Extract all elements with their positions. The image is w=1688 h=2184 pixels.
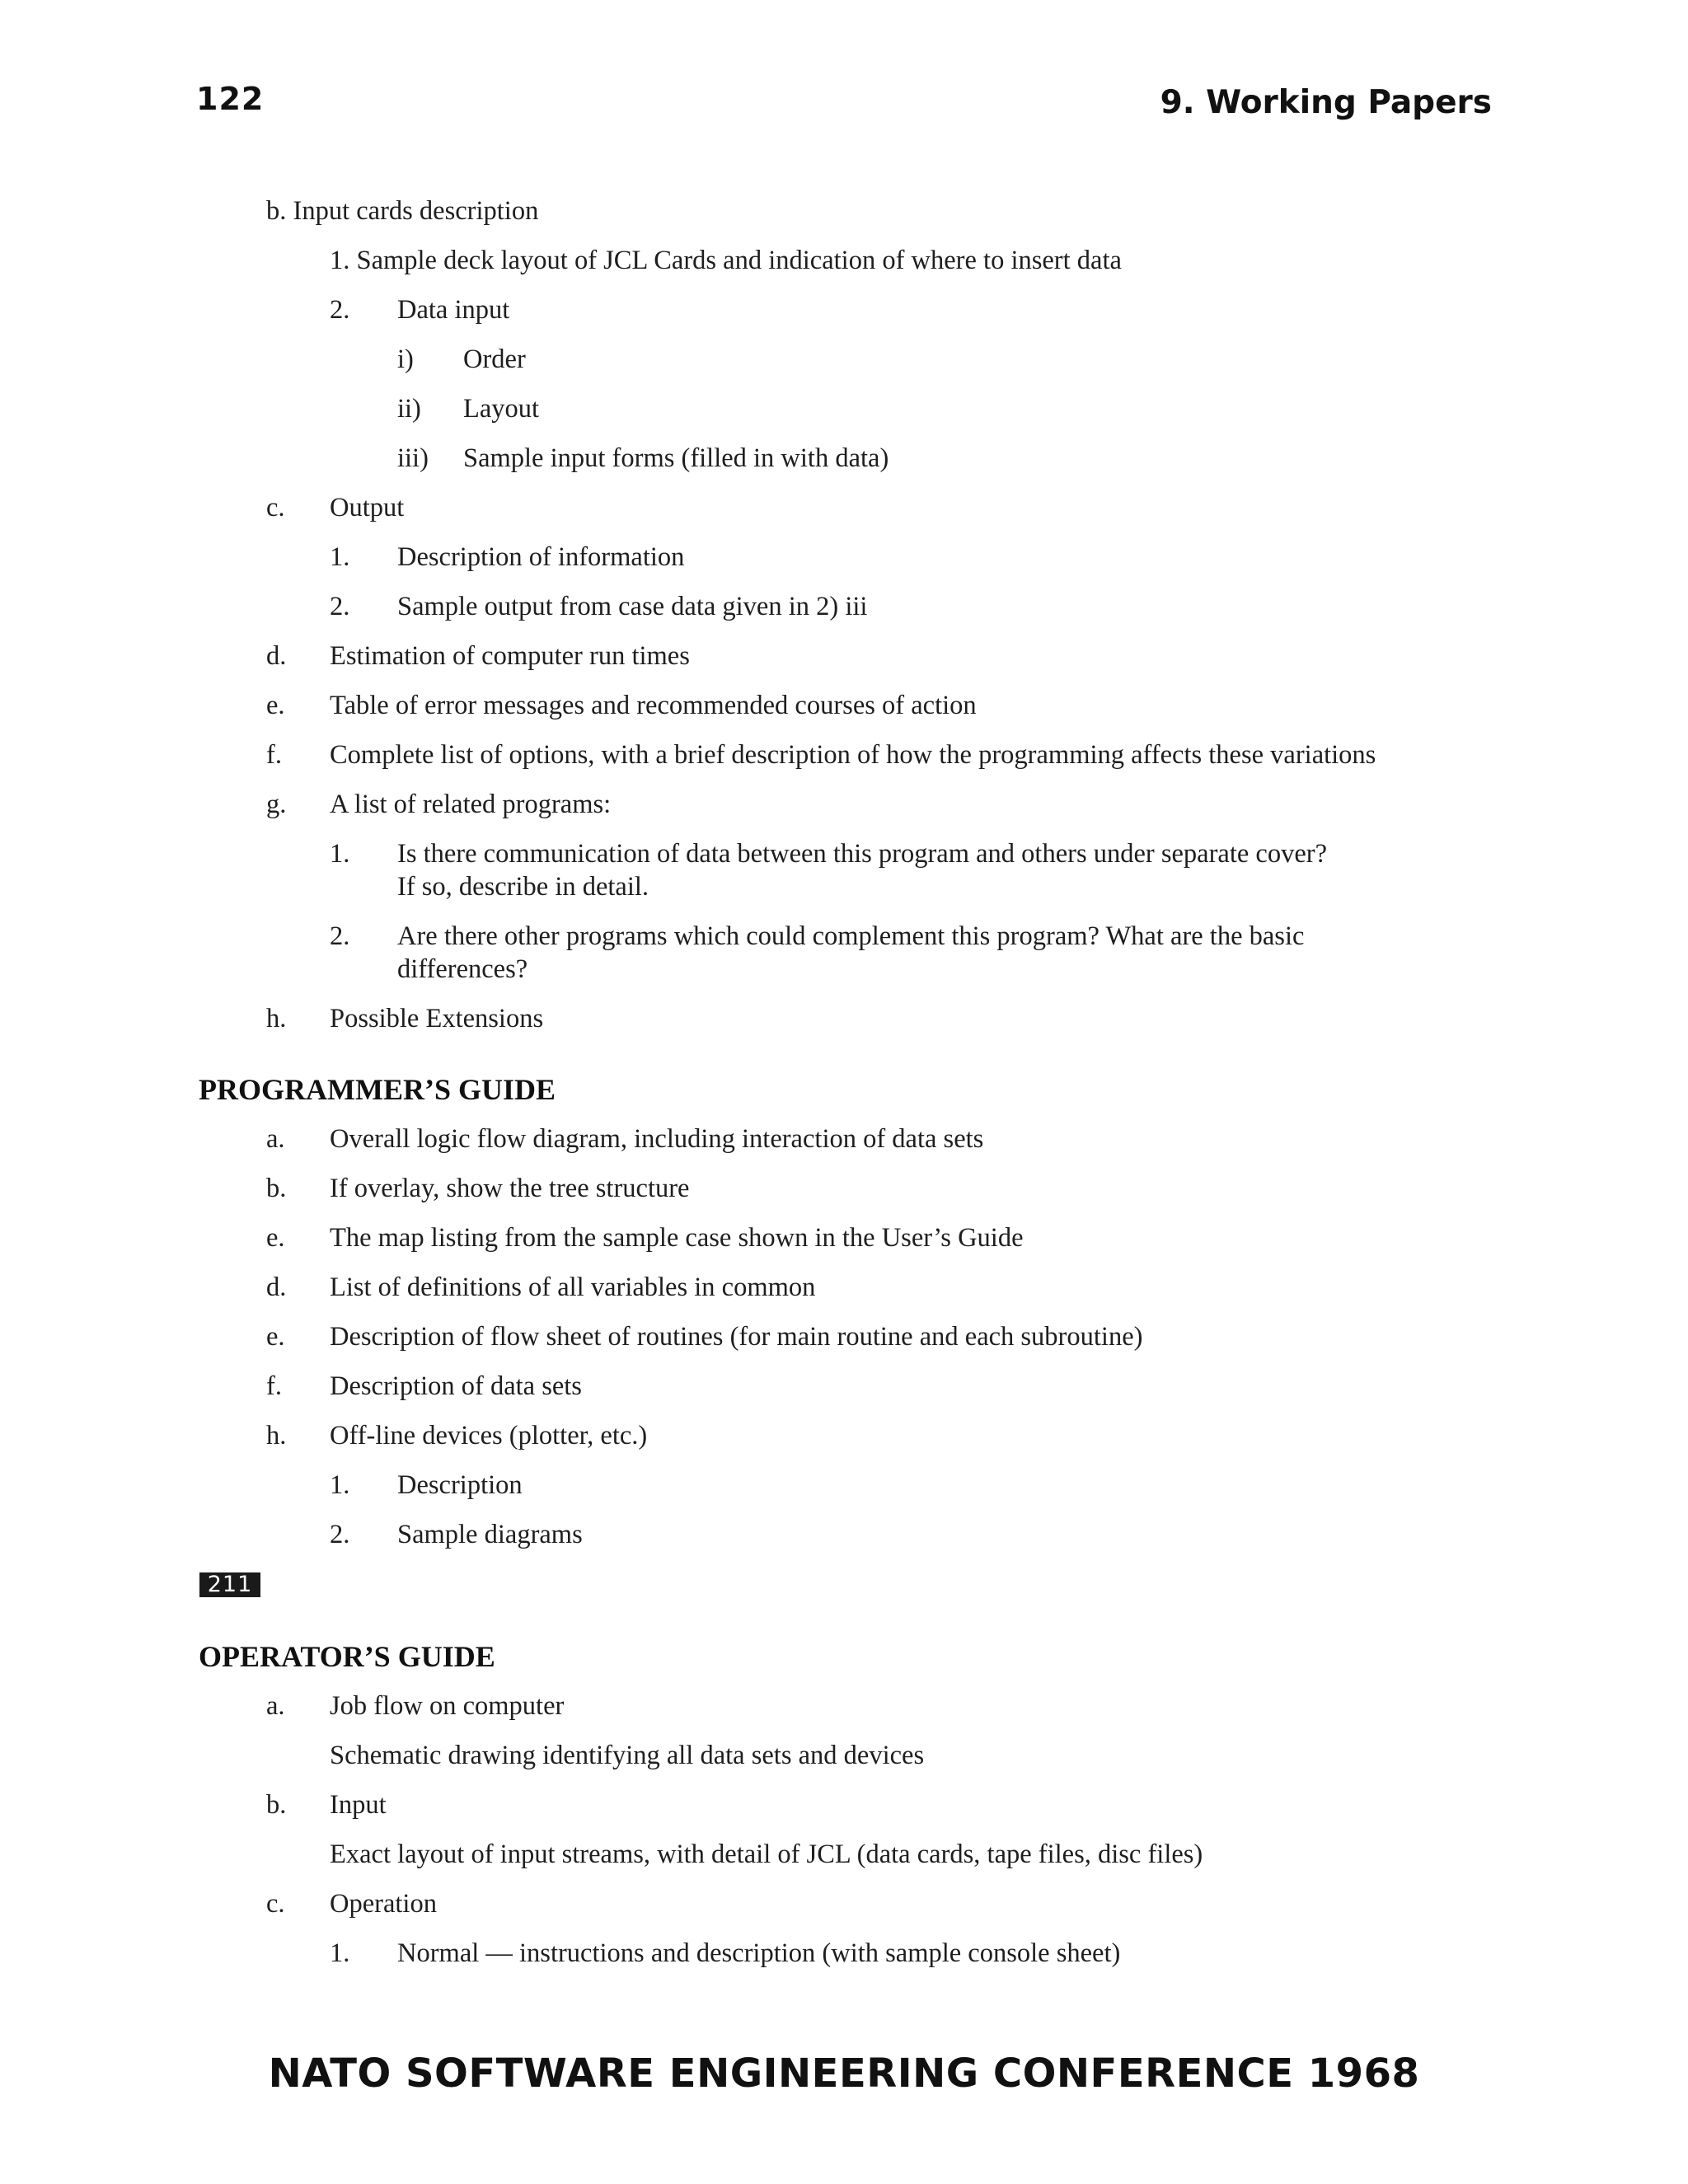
list-text: Normal — instructions and description (with sample console sheet) xyxy=(397,1938,1121,1968)
list-marker: ii) xyxy=(397,394,421,424)
list-marker: e. xyxy=(266,691,285,720)
list-text: A list of related programs: xyxy=(330,790,612,819)
list-text: Layout xyxy=(463,394,540,424)
list-marker: b. xyxy=(266,1174,287,1203)
list-marker: 1. xyxy=(330,1938,350,1968)
list-text: Description of information xyxy=(397,542,685,572)
list-text: If so, describe in detail. xyxy=(397,872,649,902)
list-text: Input xyxy=(330,1790,387,1820)
list-marker: c. xyxy=(266,493,285,523)
list-marker: d. xyxy=(266,641,287,671)
list-text: Description xyxy=(397,1470,523,1500)
list-marker: i) xyxy=(397,344,414,374)
list-text: Off-line devices (plotter, etc.) xyxy=(330,1421,648,1451)
list-text: Estimation of computer run times xyxy=(330,641,690,671)
list-marker: 2. xyxy=(330,295,350,325)
list-text: Description of flow sheet of routines (for main routine and each subroutine) xyxy=(330,1322,1143,1352)
section-heading: OPERATOR’S GUIDE xyxy=(199,1640,495,1673)
page-footer: NATO SOFTWARE ENGINEERING CONFERENCE 1968 xyxy=(268,2050,1420,2097)
list-marker: 1. xyxy=(330,542,350,572)
list-text: Table of error messages and recommended courses of action xyxy=(330,691,977,720)
list-text: Overall logic flow diagram, including interaction of data sets xyxy=(330,1124,984,1154)
list-text: Is there communication of data between this program and others under separate cover? xyxy=(397,839,1328,869)
list-marker: a. xyxy=(266,1691,285,1721)
list-text: differences? xyxy=(397,954,528,984)
list-text: Order xyxy=(463,344,526,374)
list-marker: 1. xyxy=(330,839,350,869)
list-item: 1. Sample deck layout of JCL Cards and indication of where to insert data xyxy=(330,246,1122,275)
list-marker: f. xyxy=(266,740,282,770)
section-heading: PROGRAMMER’S GUIDE xyxy=(199,1073,556,1106)
list-text: Sample input forms (filled in with data) xyxy=(463,443,889,473)
list-marker: h. xyxy=(266,1421,287,1451)
list-text: Description of data sets xyxy=(330,1371,582,1401)
original-page-marker: 211 xyxy=(199,1572,260,1597)
section-title: 9. Working Papers xyxy=(1160,84,1492,121)
list-text: Operation xyxy=(330,1889,437,1919)
list-text: The map listing from the sample case shown in the User’s Guide xyxy=(330,1223,1024,1253)
list-item-detail: Exact layout of input streams, with detail of JCL (data cards, tape files, disc files) xyxy=(330,1840,1203,1869)
list-marker: g. xyxy=(266,790,287,819)
list-marker: 2. xyxy=(330,592,350,621)
list-text: Complete list of options, with a brief description of how the programming affects these variations xyxy=(330,740,1376,770)
list-marker: 2. xyxy=(330,921,350,951)
page-number: 122 xyxy=(196,81,265,117)
list-text: Possible Extensions xyxy=(330,1004,544,1033)
list-text: Data input xyxy=(397,295,510,325)
list-text: Sample diagrams xyxy=(397,1520,583,1549)
list-marker: h. xyxy=(266,1004,287,1033)
list-marker: f. xyxy=(266,1371,282,1401)
list-marker: a. xyxy=(266,1124,285,1154)
list-text: Job flow on computer xyxy=(330,1691,565,1721)
list-marker: e. xyxy=(266,1322,285,1352)
list-marker: b. xyxy=(266,1790,287,1820)
list-text: Sample output from case data given in 2) iii xyxy=(397,592,868,621)
list-marker: 2. xyxy=(330,1520,350,1549)
list-text: Output xyxy=(330,493,405,523)
list-item: b. Input cards description xyxy=(266,196,539,226)
list-marker: c. xyxy=(266,1889,285,1919)
list-marker: iii) xyxy=(397,443,429,473)
list-text: List of definitions of all variables in common xyxy=(330,1272,816,1302)
list-marker: d. xyxy=(266,1272,287,1302)
list-text: Are there other programs which could complement this program? What are the basic xyxy=(397,921,1305,951)
list-marker: e. xyxy=(266,1223,285,1253)
list-item-detail: Schematic drawing identifying all data sets and devices xyxy=(330,1741,925,1770)
list-text: If overlay, show the tree structure xyxy=(330,1174,690,1203)
list-marker: 1. xyxy=(330,1470,350,1500)
